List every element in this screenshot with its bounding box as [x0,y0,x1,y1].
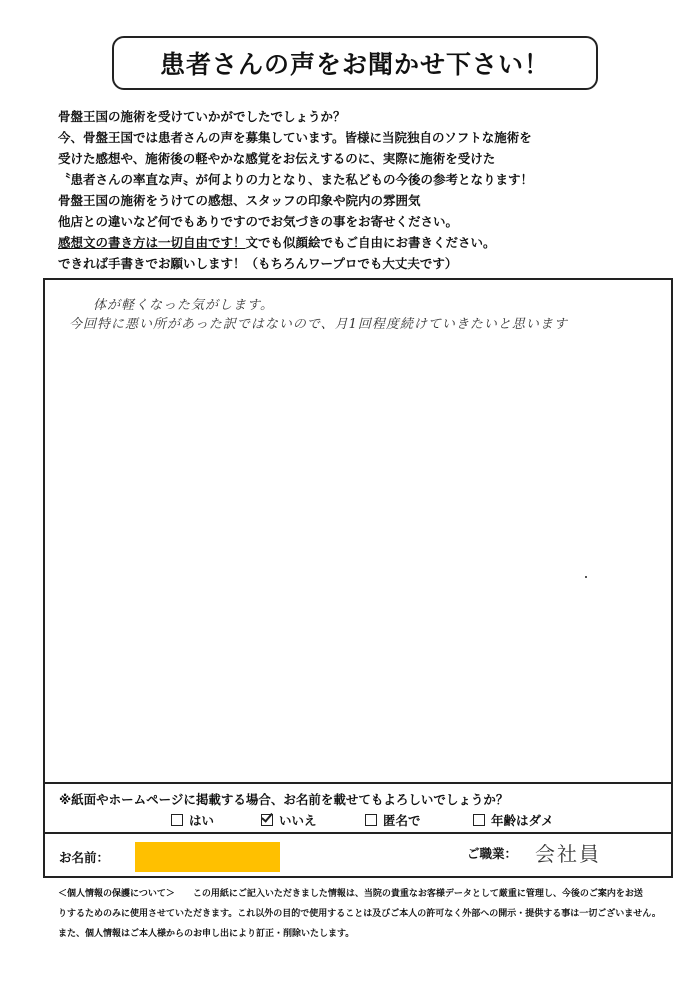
name-redaction-box [135,842,280,872]
checkbox-anonymous[interactable] [365,814,377,826]
handwritten-comment-line-1: 体が軽くなった気がします。 [93,298,274,313]
name-consent-section [45,782,671,834]
intro-line: できれば手書きでお願いします！（もちろんワープロでも大丈夫です） [58,256,458,271]
handwritten-comment-line-2: 今回特に悪い所があった訳ではないので、月1回程度続けていきたいと思います [69,317,568,332]
page-title: 患者さんの声をお聞かせ下さい！ [112,36,598,90]
name-occupation-row [45,836,671,876]
intro-line: 受けた感想や、施術後の軽やかな感覚をお伝えするのに、実際に施術を受けた [58,151,496,166]
option-no-age[interactable] [473,811,554,829]
intro-line: 骨盤王国の施術を受けていかがでしたでしょうか？ [58,109,346,124]
option-label: はい [189,813,215,828]
checkbox-no-checked[interactable] [261,814,273,826]
intro-line-7 [58,232,678,253]
scan-speck [585,576,587,578]
intro-line: 骨盤王国の施術をうけての感想、スタッフの印象や院内の雰囲気 [58,193,421,208]
intro-line-7-rest: 文でも似顔絵でもご自由にお書きください。 [245,235,496,250]
option-label: 匿名で [383,813,421,828]
option-label: 年齢はダメ [491,813,554,828]
intro-line: 〝患者さんの率直な声〟が何よりの力となり、また私どもの今後の参考となります！ [58,172,534,187]
checkbox-no-age[interactable] [473,814,485,826]
intro-emphasis: 感想文の書き方は一切自由です！ [58,235,246,250]
privacy-line: ＜個人情報の保護について＞ この用紙にご記入いただきました情報は、当院の貴重なお客様データとして厳重に管理し、今後のご案内をお送 [58,889,643,899]
option-yes[interactable] [171,811,214,829]
privacy-line: また、個人情報はご本人様からのお申し出により訂正・削除いたします。 [58,929,355,939]
feedback-form [43,278,673,878]
option-anonymous[interactable] [365,811,421,829]
consent-question: ※紙面やホームページに掲載する場合、お名前を載せてもよろしいでしょうか？ [59,792,509,807]
occupation-value: 会社員 [535,842,601,866]
option-label: いいえ [279,813,317,828]
option-no[interactable] [261,811,317,829]
checkbox-yes[interactable] [171,814,183,826]
intro-text [58,106,678,274]
privacy-line: りするためのみに使用させていただきます。これ以外の目的で使用することは及びご本人の許可なく外部への開示・提供する事は一切ございません。 [58,909,661,919]
intro-line: 他店との違いなど何でもありですのでお気づきの事をお寄せください。 [58,214,459,229]
privacy-notice [58,884,678,944]
occupation-label: ご職業： [467,846,518,861]
intro-line: 今、骨盤王国では患者さんの声を募集しています。皆様に当院独自のソフトな施術を [58,130,532,145]
name-label: お名前： [59,850,110,865]
